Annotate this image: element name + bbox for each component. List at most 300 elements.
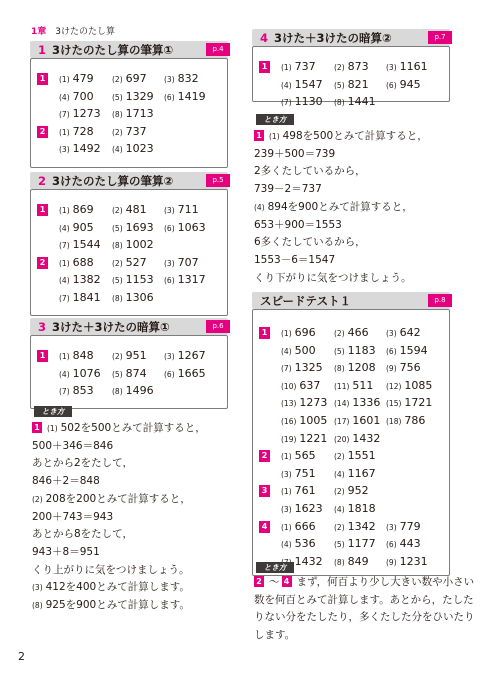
explanation-text xyxy=(32,420,206,615)
item-number: (9) xyxy=(386,364,397,374)
page-reference: p.8 xyxy=(428,294,452,307)
item-number: (8) xyxy=(112,387,123,397)
line-text: くり下がりに気をつけましょう。 xyxy=(254,271,412,284)
problem-number: 4 xyxy=(282,576,292,587)
item-value: 779 xyxy=(399,519,421,533)
item-number: (3) xyxy=(164,258,175,268)
item-number: (2) xyxy=(112,206,123,215)
item-number: (7) xyxy=(59,110,70,120)
explanation-line xyxy=(254,627,475,645)
answer-item xyxy=(334,484,369,497)
answer-item xyxy=(281,379,320,392)
item-number: (16) xyxy=(281,417,297,426)
item-value: 1063 xyxy=(177,220,206,234)
item-value: 1153 xyxy=(125,273,154,287)
item-value: 1623 xyxy=(294,502,323,515)
page-reference: p.7 xyxy=(428,31,452,44)
answer-item xyxy=(164,90,206,103)
item-number: (9) xyxy=(386,557,397,567)
answer-item xyxy=(164,367,206,380)
item-value: 1544 xyxy=(72,238,101,252)
item-value: 905 xyxy=(72,220,94,234)
item-value: 1441 xyxy=(347,95,376,109)
answer-item xyxy=(281,78,323,91)
item-value: 761 xyxy=(294,484,316,498)
item-number: (2) xyxy=(334,329,345,338)
answer-item xyxy=(334,379,373,392)
item-value: 642 xyxy=(399,326,421,339)
chapter-title: 3けたのたし算 xyxy=(55,27,116,37)
item-number: (12) xyxy=(386,381,402,391)
item-value: 1325 xyxy=(294,361,323,375)
answer-item xyxy=(281,537,316,550)
problem-number: 2 xyxy=(254,576,264,587)
item-value: 874 xyxy=(125,366,147,380)
answer-row xyxy=(259,414,445,430)
problem-number: 1 xyxy=(37,204,48,216)
item-number: (3) xyxy=(281,505,292,514)
item-value: 696 xyxy=(294,326,316,339)
answer-box xyxy=(252,309,450,576)
item-number: (14) xyxy=(334,399,350,409)
item-value: 1221 xyxy=(299,431,328,445)
line-text: 653＋900＝1553 xyxy=(254,218,342,231)
item-value: 707 xyxy=(177,255,199,269)
explanation-line xyxy=(32,509,206,527)
line-text: りない分をたしたり，多くたした分をひいたり xyxy=(254,611,475,624)
explanation-line xyxy=(32,455,206,473)
explanation-line xyxy=(254,270,428,288)
chapter-heading xyxy=(31,24,115,37)
answer-box xyxy=(252,46,450,109)
item-number: (15) xyxy=(386,399,402,409)
answer-row xyxy=(259,467,445,483)
item-number: (3) xyxy=(164,352,175,361)
answer-row xyxy=(259,379,445,395)
answer-item xyxy=(164,256,199,269)
item-value: 945 xyxy=(399,77,421,91)
answer-item xyxy=(386,555,428,568)
problem-number: 2 xyxy=(259,450,270,462)
problem-number: 3 xyxy=(259,485,270,497)
answer-row xyxy=(37,238,223,254)
answer-item xyxy=(281,344,316,357)
section-title-text: 3けた＋3けたの暗算① xyxy=(52,320,170,334)
item-value: 1496 xyxy=(125,384,154,398)
item-number: (6) xyxy=(386,80,397,90)
answer-item xyxy=(281,467,316,480)
item-value: 1023 xyxy=(125,142,154,156)
item-value: 1161 xyxy=(399,60,428,73)
answer-row xyxy=(37,367,223,383)
explanation-text xyxy=(254,128,428,287)
answer-item xyxy=(164,72,199,85)
item-value: 1551 xyxy=(347,449,376,463)
answer-item xyxy=(112,203,147,216)
answer-item xyxy=(59,349,94,362)
tokikata-label: とき方 xyxy=(256,562,294,573)
explanation-line xyxy=(32,473,206,491)
item-value: 737 xyxy=(125,124,147,138)
answer-item xyxy=(334,326,369,339)
item-number: (4) xyxy=(59,276,70,286)
item-value: 1208 xyxy=(347,361,376,375)
item-number: (6) xyxy=(386,346,397,356)
answer-item xyxy=(334,555,369,568)
line-text: 925を900とみて計算します。 xyxy=(45,599,190,612)
answer-item xyxy=(281,449,316,462)
chapter-number: 1章 xyxy=(31,27,47,37)
explanation-line xyxy=(254,163,428,181)
line-text: 498を500とみて計算すると， xyxy=(282,130,428,142)
answer-row xyxy=(37,142,223,158)
answer-item xyxy=(112,142,154,155)
answer-item xyxy=(281,414,327,427)
item-value: 479 xyxy=(72,72,94,85)
line-text: 数を何百とみて計算します。あとから，たした xyxy=(254,593,474,606)
item-number: (1) xyxy=(59,352,70,361)
item-number: (2) xyxy=(334,452,345,462)
item-number: (2) xyxy=(32,494,43,504)
item-value: 786 xyxy=(404,414,426,427)
item-number: (2) xyxy=(112,258,123,268)
answer-row xyxy=(259,60,445,76)
item-number: (3) xyxy=(281,469,292,479)
item-value: 1432 xyxy=(294,554,323,568)
range-separator: ～ xyxy=(269,576,280,588)
answer-item xyxy=(112,256,147,269)
item-value: 1183 xyxy=(347,343,376,357)
item-number: (4) xyxy=(281,346,292,356)
answer-item xyxy=(59,221,94,234)
answer-item xyxy=(386,537,421,550)
section-title-text: 3けた＋3けたの暗算② xyxy=(274,31,392,45)
answer-item xyxy=(334,414,380,427)
item-value: 1601 xyxy=(352,414,381,427)
item-value: 751 xyxy=(294,466,316,480)
line-text: 208を200とみて計算すると， xyxy=(45,492,191,505)
line-text: 200＋743＝943 xyxy=(32,510,114,523)
problem-number: 2 xyxy=(37,257,48,269)
item-value: 1273 xyxy=(299,396,328,410)
item-number: (1) xyxy=(59,206,70,215)
item-number: (7) xyxy=(59,241,70,251)
item-number: (1) xyxy=(47,424,58,433)
answer-item xyxy=(334,396,380,409)
page-reference: p.5 xyxy=(206,174,230,187)
explanation-line xyxy=(32,491,206,509)
answer-row xyxy=(37,72,223,88)
item-value: 951 xyxy=(125,349,147,362)
answer-item xyxy=(386,326,421,339)
item-number: (5) xyxy=(334,540,345,550)
item-number: (7) xyxy=(281,364,292,374)
item-value: 1665 xyxy=(177,366,206,380)
item-number: (1) xyxy=(59,127,70,137)
item-value: 466 xyxy=(347,326,369,339)
answer-item xyxy=(281,432,327,445)
item-value: 832 xyxy=(177,72,199,85)
answer-row xyxy=(37,125,223,141)
section-number: 2 xyxy=(38,174,47,188)
item-value: 481 xyxy=(125,203,147,216)
explanation-text xyxy=(254,574,475,645)
item-value: 1167 xyxy=(347,466,376,480)
problem-number: 1 xyxy=(259,61,270,73)
answer-item xyxy=(112,72,147,85)
item-value: 711 xyxy=(177,203,199,216)
item-value: 1306 xyxy=(125,291,154,304)
explanation-line xyxy=(32,526,206,544)
item-value: 873 xyxy=(347,60,369,73)
item-value: 821 xyxy=(347,77,369,91)
answer-item xyxy=(334,361,376,374)
explanation-line xyxy=(254,217,428,235)
tokikata-label: とき方 xyxy=(256,114,294,125)
item-value: 1317 xyxy=(177,273,206,287)
answer-item xyxy=(112,384,154,397)
item-number: (8) xyxy=(112,241,123,251)
answer-item xyxy=(59,238,101,251)
answer-item xyxy=(334,449,376,462)
explanation-line xyxy=(254,128,428,146)
item-value: 869 xyxy=(72,203,94,216)
answer-row xyxy=(259,502,445,518)
answer-item xyxy=(386,414,425,427)
answer-item xyxy=(334,60,369,73)
item-value: 536 xyxy=(294,537,316,551)
item-value: 700 xyxy=(72,89,94,103)
item-value: 728 xyxy=(72,124,94,138)
section-header xyxy=(252,29,450,46)
item-number: (18) xyxy=(386,417,402,426)
item-number: (1) xyxy=(269,132,280,141)
section-header xyxy=(30,172,228,189)
item-number: (8) xyxy=(112,110,123,120)
section-title-text: 3けたのたし算の筆算② xyxy=(52,174,174,188)
answer-item xyxy=(386,361,421,374)
item-value: 688 xyxy=(72,255,94,269)
item-number: (7) xyxy=(59,294,70,303)
item-number: (4) xyxy=(334,505,345,514)
answer-item xyxy=(334,520,376,533)
answer-item xyxy=(112,291,154,304)
answer-item xyxy=(59,384,94,397)
item-number: (4) xyxy=(59,369,70,379)
item-number: (6) xyxy=(164,276,175,286)
item-value: 1432 xyxy=(352,431,381,445)
item-value: 1076 xyxy=(72,366,101,380)
item-value: 1177 xyxy=(347,537,376,551)
answer-row xyxy=(37,256,223,272)
answer-item xyxy=(59,273,101,286)
section-header xyxy=(30,318,228,335)
answer-item xyxy=(281,326,316,339)
answer-item xyxy=(281,95,323,108)
answer-row xyxy=(259,432,445,448)
item-number: (2) xyxy=(112,127,123,137)
item-value: 1818 xyxy=(347,502,376,515)
item-number: (2) xyxy=(112,352,123,361)
answer-item xyxy=(59,142,101,155)
item-number: (5) xyxy=(112,276,123,286)
item-number: (6) xyxy=(164,369,175,379)
item-value: 737 xyxy=(294,60,316,73)
answer-row xyxy=(37,203,223,219)
answer-item xyxy=(112,107,154,120)
item-number: (5) xyxy=(112,369,123,379)
item-value: 527 xyxy=(125,255,147,269)
line-text: あとから2をたして， xyxy=(32,457,133,470)
item-number: (1) xyxy=(281,63,292,72)
answer-item xyxy=(164,221,206,234)
answer-item xyxy=(281,520,316,533)
line-text: 2多くたしているから， xyxy=(254,165,366,178)
answer-item xyxy=(334,78,369,91)
item-number: (2) xyxy=(334,522,345,532)
answer-item xyxy=(59,291,101,304)
answer-row xyxy=(259,95,445,111)
line-text: 6多くたしているから， xyxy=(254,236,366,249)
item-number: (6) xyxy=(164,92,175,102)
answer-item xyxy=(112,221,154,234)
item-value: 565 xyxy=(294,449,316,463)
item-number: (3) xyxy=(164,75,175,84)
answer-row xyxy=(37,291,223,307)
problem-number: 1 xyxy=(254,130,264,141)
item-value: 1085 xyxy=(404,378,433,392)
item-value: 756 xyxy=(399,361,421,375)
line-text: 239＋500＝739 xyxy=(254,147,336,160)
line-text: 894を900とみて計算すると， xyxy=(267,200,413,213)
explanation-line xyxy=(32,562,206,580)
item-number: (17) xyxy=(334,417,350,426)
problem-number: 2 xyxy=(37,126,48,138)
section-title xyxy=(38,42,173,58)
answer-item xyxy=(334,344,376,357)
item-value: 637 xyxy=(299,378,321,392)
answer-row xyxy=(37,107,223,123)
answer-row xyxy=(259,449,445,465)
item-number: (19) xyxy=(281,434,297,444)
answer-item xyxy=(386,396,432,409)
item-number: (13) xyxy=(281,399,297,409)
item-number: (6) xyxy=(386,540,397,550)
line-text: くり上がりに気をつけましょう。 xyxy=(32,563,190,576)
answer-item xyxy=(334,467,376,480)
answer-row xyxy=(259,537,445,553)
line-text: 1553－6＝1547 xyxy=(254,253,336,266)
answer-item xyxy=(334,502,376,515)
item-value: 1713 xyxy=(125,107,154,121)
answer-row xyxy=(37,384,223,400)
answer-item xyxy=(281,60,316,73)
item-number: (2) xyxy=(334,63,345,72)
item-number: (20) xyxy=(334,434,350,444)
answer-item xyxy=(59,367,101,380)
problem-number: 1 xyxy=(32,422,42,433)
answer-row xyxy=(259,344,445,360)
answer-row xyxy=(37,349,223,365)
problem-number: 1 xyxy=(37,73,48,85)
answer-row xyxy=(37,221,223,237)
answer-item xyxy=(59,125,94,138)
answer-item xyxy=(112,273,154,286)
item-number: (4) xyxy=(59,92,70,102)
item-value: 1492 xyxy=(72,142,101,156)
explanation-line xyxy=(254,574,475,592)
answer-item xyxy=(334,432,380,445)
line-text: 846＋2＝848 xyxy=(32,475,100,488)
explanation-line xyxy=(254,199,428,217)
answer-row xyxy=(259,484,445,500)
item-number: (5) xyxy=(112,223,123,233)
problem-number: 4 xyxy=(259,521,270,533)
answer-item xyxy=(386,78,421,91)
explanation-line xyxy=(254,592,475,610)
item-number: (10) xyxy=(281,381,297,391)
item-value: 1419 xyxy=(177,89,206,103)
item-value: 1342 xyxy=(347,519,376,533)
item-number: (2) xyxy=(334,487,345,497)
section-title xyxy=(260,30,392,46)
answer-item xyxy=(386,344,428,357)
item-number: (4) xyxy=(281,80,292,90)
answer-item xyxy=(334,95,376,108)
item-value: 848 xyxy=(72,349,94,362)
line-text: 412を400とみて計算します。 xyxy=(45,581,190,594)
item-number: (5) xyxy=(334,346,345,356)
item-value: 1693 xyxy=(125,220,154,234)
answer-row xyxy=(259,361,445,377)
answer-item xyxy=(112,90,154,103)
item-value: 1005 xyxy=(299,414,328,427)
item-value: 1547 xyxy=(294,77,323,91)
section-header xyxy=(30,41,228,58)
item-number: (4) xyxy=(254,202,265,212)
answer-box xyxy=(30,335,228,409)
answer-item xyxy=(281,361,323,374)
page-reference: p.4 xyxy=(206,43,230,56)
item-number: (3) xyxy=(386,329,397,338)
item-value: 853 xyxy=(72,384,94,398)
answer-item xyxy=(59,72,94,85)
explanation-line xyxy=(32,544,206,562)
problem-number: 1 xyxy=(37,350,48,362)
answer-item xyxy=(112,238,154,251)
item-value: 443 xyxy=(399,537,421,551)
item-number: (1) xyxy=(281,522,292,532)
answer-item xyxy=(59,107,101,120)
answer-item xyxy=(164,273,206,286)
item-number: (3) xyxy=(386,522,397,532)
line-text: します。 xyxy=(254,629,296,642)
line-text: まず，何百より少し大きい数や小さい xyxy=(296,576,475,588)
item-number: (1) xyxy=(281,487,292,497)
answer-item xyxy=(164,203,199,216)
section-number: 1 xyxy=(38,43,47,57)
item-value: 1002 xyxy=(125,238,154,252)
answer-item xyxy=(386,60,428,73)
answer-item xyxy=(112,125,147,138)
item-value: 500 xyxy=(294,343,316,357)
answer-item xyxy=(59,256,94,269)
item-number: (4) xyxy=(59,223,70,233)
answer-box xyxy=(30,58,228,168)
item-number: (8) xyxy=(334,364,345,374)
item-value: 1267 xyxy=(177,349,206,362)
answer-row xyxy=(259,326,445,342)
